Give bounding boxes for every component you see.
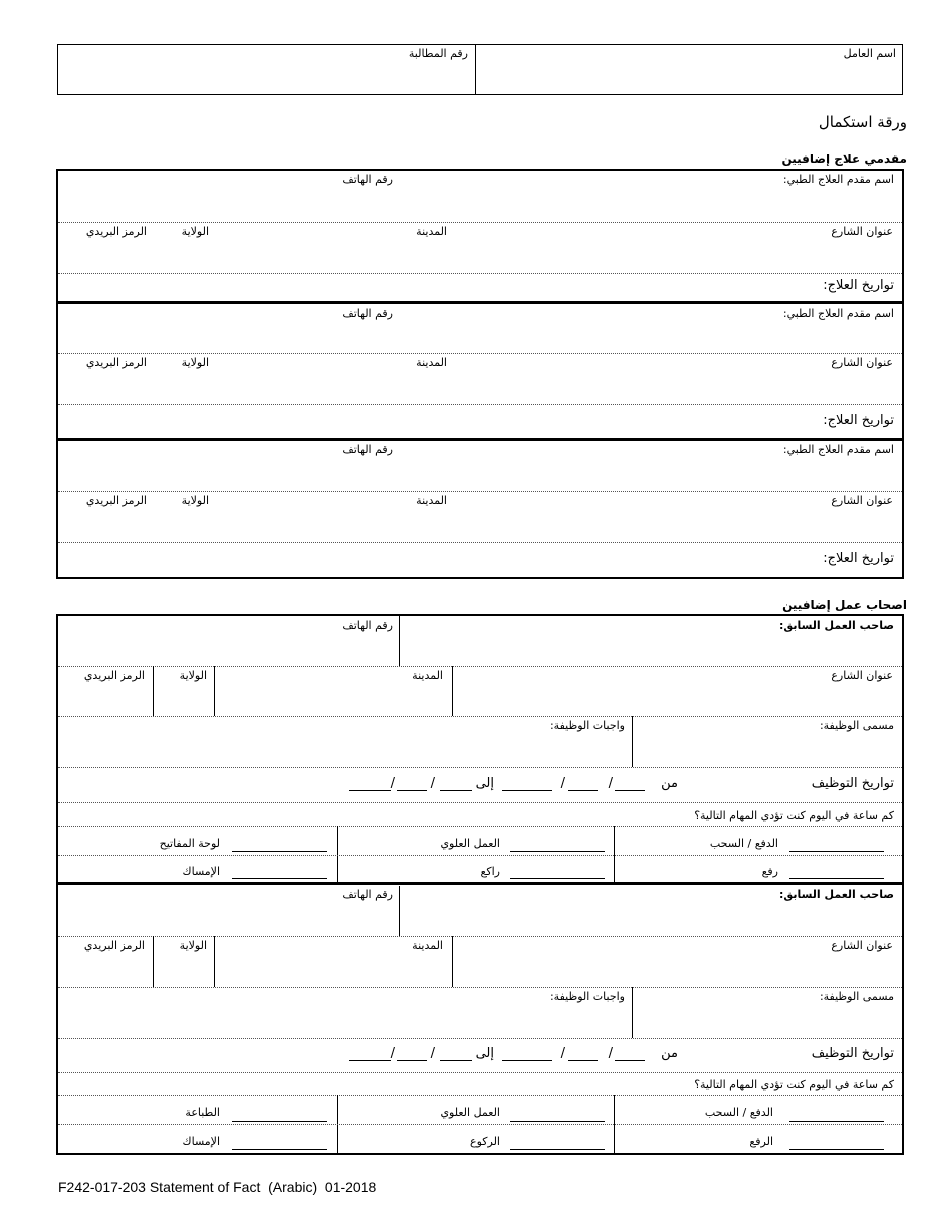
task-grip: الإمساك xyxy=(182,1135,220,1148)
page-title: ورقة استكمال xyxy=(818,113,907,131)
provider-name-label: اسم مقدم العلاج الطبي: xyxy=(782,173,894,186)
row-divider xyxy=(58,1124,902,1125)
provider-separator xyxy=(58,438,902,441)
job-title-label: مسمى الوظيفة: xyxy=(819,719,894,732)
task-push-pull: الدفع / السحب xyxy=(709,837,778,850)
state-divider xyxy=(214,666,215,716)
row-divider xyxy=(58,404,902,405)
task-push-pull: الدفع / السحب xyxy=(704,1106,773,1119)
state-label: الولاية xyxy=(181,225,209,238)
grip-blank[interactable] xyxy=(232,1149,327,1150)
task-lift: رفع xyxy=(761,865,778,878)
city-divider xyxy=(452,936,453,987)
date-sep: / xyxy=(560,1046,565,1061)
task-typing: الطباعة xyxy=(185,1106,220,1119)
duties-divider xyxy=(632,987,633,1038)
push-pull-blank[interactable] xyxy=(789,851,884,852)
row-divider xyxy=(58,666,902,667)
to-day-blank[interactable] xyxy=(397,1060,427,1061)
zip-label: الرمز البريدي xyxy=(83,939,145,952)
row-divider xyxy=(58,716,902,717)
row-divider xyxy=(58,1072,902,1073)
to-label: إلى xyxy=(475,1046,494,1061)
date-sep: / xyxy=(390,1046,395,1061)
provider-separator xyxy=(58,301,902,304)
treatment-dates-label: تواريخ العلاج: xyxy=(823,551,894,566)
provider-phone-label: رقم الهاتف xyxy=(342,307,393,320)
state-label: الولاية xyxy=(181,356,209,369)
typing-blank[interactable] xyxy=(232,1121,327,1122)
claim-number-label: رقم المطالبة xyxy=(408,47,468,60)
state-divider xyxy=(214,936,215,987)
row-divider xyxy=(58,353,902,354)
worker-name-label: اسم العامل xyxy=(843,47,896,60)
lift-blank[interactable] xyxy=(789,1149,884,1150)
state-label: الولاية xyxy=(179,669,207,682)
state-label: الولاية xyxy=(179,939,207,952)
overhead-blank[interactable] xyxy=(510,851,605,852)
claim-number-field[interactable] xyxy=(59,60,473,93)
zip-label: الرمز البريدي xyxy=(85,225,147,238)
row-divider xyxy=(58,1038,902,1039)
from-day-blank[interactable] xyxy=(568,790,598,791)
overhead-blank[interactable] xyxy=(510,1121,605,1122)
street-label: عنوان الشارع xyxy=(831,494,893,507)
lift-blank[interactable] xyxy=(789,878,884,879)
row-divider xyxy=(58,491,902,492)
to-day-blank[interactable] xyxy=(397,790,427,791)
from-year-blank[interactable] xyxy=(502,790,552,791)
keyboard-blank[interactable] xyxy=(232,851,327,852)
kneel-blank[interactable] xyxy=(510,878,605,879)
header-divider xyxy=(475,44,476,95)
task-grip: الإمساك xyxy=(182,865,220,878)
push-pull-blank[interactable] xyxy=(789,1121,884,1122)
form-id-footer: F242-017-203 Statement of Fact (Arabic) 01-2018 xyxy=(58,1179,377,1195)
state-label: الولاية xyxy=(181,494,209,507)
street-label: عنوان الشارع xyxy=(831,225,893,238)
date-sep: / xyxy=(430,1046,435,1061)
employers-section-title: اصحاب عمل إضافيين xyxy=(782,598,907,612)
phone-label: رقم الهاتف xyxy=(342,619,393,632)
zip-divider xyxy=(153,936,154,987)
city-label: المدينة xyxy=(416,494,447,507)
from-label: من xyxy=(661,776,678,791)
row-divider xyxy=(58,542,902,543)
zip-label: الرمز البريدي xyxy=(85,356,147,369)
row-divider xyxy=(58,767,902,768)
worker-name-field[interactable] xyxy=(477,60,901,93)
city-label: المدينة xyxy=(412,669,443,682)
task-kneel: الركوع xyxy=(470,1135,500,1148)
to-month-blank[interactable] xyxy=(440,1060,472,1061)
provider-name-label: اسم مقدم العلاج الطبي: xyxy=(782,307,894,320)
hours-question: كم ساعة في اليوم كنت تؤدي المهام التالية؟ xyxy=(694,809,894,822)
city-divider xyxy=(452,666,453,716)
zip-divider xyxy=(153,666,154,716)
job-duties-label: واجبات الوظيفة: xyxy=(549,719,625,732)
row-divider xyxy=(58,987,902,988)
to-year-blank[interactable] xyxy=(349,1060,391,1061)
date-sep: / xyxy=(560,776,565,791)
provider-name-label: اسم مقدم العلاج الطبي: xyxy=(782,443,894,456)
street-label: عنوان الشارع xyxy=(831,356,893,369)
city-label: المدينة xyxy=(412,939,443,952)
to-month-blank[interactable] xyxy=(440,790,472,791)
task-keyboard: لوحة المفاتيح xyxy=(159,837,220,850)
street-label: عنوان الشارع xyxy=(831,939,893,952)
from-year-blank[interactable] xyxy=(502,1060,552,1061)
prev-employer-label: صاحب العمل السابق: xyxy=(779,619,894,632)
providers-section-title: مقدمي علاج إضافيين xyxy=(781,152,907,166)
task-overhead: العمل العلوي xyxy=(440,1106,500,1119)
from-label: من xyxy=(661,1046,678,1061)
kneel-blank[interactable] xyxy=(510,1149,605,1150)
provider-phone-label: رقم الهاتف xyxy=(342,443,393,456)
from-day-blank[interactable] xyxy=(568,1060,598,1061)
grip-blank[interactable] xyxy=(232,878,327,879)
provider-phone-label: رقم الهاتف xyxy=(342,173,393,186)
city-label: المدينة xyxy=(416,356,447,369)
street-label: عنوان الشارع xyxy=(831,669,893,682)
row-divider xyxy=(58,222,902,223)
employer-separator xyxy=(58,882,902,885)
employment-dates-label: تواريخ التوظيف xyxy=(811,776,894,791)
phone-label: رقم الهاتف xyxy=(342,888,393,901)
row-divider xyxy=(58,826,902,827)
date-sep: / xyxy=(430,776,435,791)
row-divider xyxy=(58,1095,902,1096)
row-divider xyxy=(58,936,902,937)
prev-employer-label: صاحب العمل السابق: xyxy=(779,888,894,901)
city-label: المدينة xyxy=(416,225,447,238)
row-divider xyxy=(58,273,902,274)
zip-label: الرمز البريدي xyxy=(83,669,145,682)
date-sep: / xyxy=(608,1046,613,1061)
to-label: إلى xyxy=(475,776,494,791)
phone-divider xyxy=(399,616,400,666)
employment-dates-label: تواريخ التوظيف xyxy=(811,1046,894,1061)
job-title-label: مسمى الوظيفة: xyxy=(819,990,894,1003)
task-overhead: العمل العلوي xyxy=(440,837,500,850)
date-sep: / xyxy=(390,776,395,791)
treatment-dates-label: تواريخ العلاج: xyxy=(823,278,894,293)
zip-label: الرمز البريدي xyxy=(85,494,147,507)
row-divider xyxy=(58,802,902,803)
date-sep: / xyxy=(608,776,613,791)
phone-divider xyxy=(399,886,400,936)
from-month-blank[interactable] xyxy=(615,790,645,791)
task-kneel: راكع xyxy=(480,865,500,878)
job-duties-label: واجبات الوظيفة: xyxy=(549,990,625,1003)
duties-divider xyxy=(632,716,633,767)
treatment-dates-label: تواريخ العلاج: xyxy=(823,413,894,428)
row-divider xyxy=(58,855,902,856)
hours-question: كم ساعة في اليوم كنت تؤدي المهام التالية؟ xyxy=(694,1078,894,1091)
from-month-blank[interactable] xyxy=(615,1060,645,1061)
to-year-blank[interactable] xyxy=(349,790,391,791)
task-lift: الرفع xyxy=(749,1135,773,1148)
